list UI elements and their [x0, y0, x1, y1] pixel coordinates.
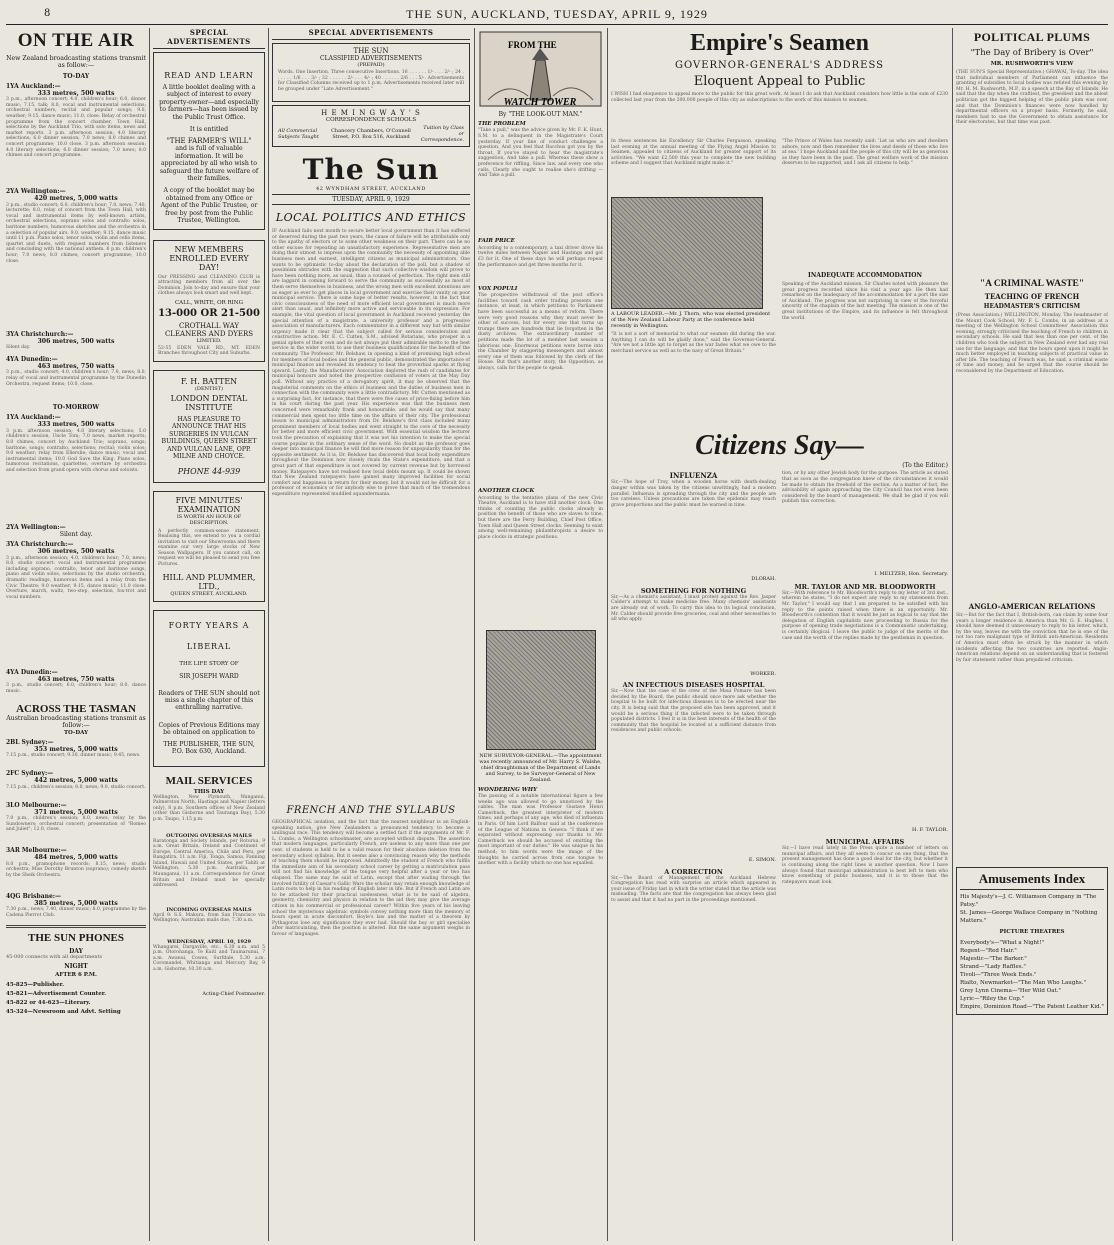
- another-clock-heading: ANOTHER CLOCK: [478, 488, 535, 495]
- page-number: 8: [44, 8, 51, 19]
- page-header: [0, 4, 1114, 24]
- station-name: 4QG Brisbane:—: [6, 892, 61, 900]
- wednesday-date: WEDNESDAY, APRIL 10, 1929: [167, 938, 251, 945]
- programme-text: 3 p.m., afternoon concert; 4.0, children's hour; 6.0, dinner music; 7.15, talk; 8.0, vocal and instrumental selections; orchestral numbers, recital and popular songs; 9.0, weather; 9.15, dance music; 11.0, close. Relay of orchestral programme from the concert chamber, Town Hall, selections by the Auckland Trio, with solo items, news and market reports. 3 p.m. afternoon session; 4.0 literary selections; 6.0 dinner session; 7.0 news; 8.0 chimes and concert programme; 10.0 close. 3 p.m. afternoon session; 4.0 literary selections; 6.0 dinner session; 7.0 news; 8.0 chimes and concert programme.: [6, 97, 146, 159]
- phone-line: 45-324—Newsroom and Advt. Setting: [6, 1008, 121, 1015]
- column-special-ads: SPECIAL ADVERTISEMENTS READ AND LEARN A little booklet dealing with a subject of interest to every property-owner—and especially to farmers—has been issued by the Public Trust Office. It is entitled "THE FARMER'S WILL" and is full of valuable information. It will be appreciated by all who wish to safeguard the future welfare of their families. A copy of the booklet may be obtained from any Office or Agent of the Public Trustee, or free by post from the Public Trustee, Wellington. NEW MEMBERS ENROLLED EVERY DAY! Our PRESSING and CLEANING CLUB is attracting members from all over the Dominion. Join to-day and ensure that your clothes always look smart and well kept. CALL, WRITE, OR RING 13-000 OR 21-500 CROTHALL WAY CLEANERS AND DYERS LIMITED. 53-55 EDEN VALE RD., MT. EDEN Branches throughout City and Suburbs. F. H. BATTEN (DENTIST) LONDON DENTAL INSTITUTE HAS PLEASURE TO ANNOUNCE THAT HIS SURGERIES IN VULCAN BUILDINGS, QUEEN STREET AND VULCAN LANE, OPP. MILNE AND CHOYCE. PHONE 44-939 FIVE MINUTES' EXAMINATION IS WORTH AN HOUR OF DESCRIPTION. A perfectly common-sense statement. Realising this, we extend to you a cordial invitation to visit our Showrooms and there examine our very large stocks of New Season Wallpapers. If you cannot call, on request we will be pleased to send you free Pictures. HILL AND PLUMMER, LTD., QUEEN STREET, AUCKLAND. FORTY YEARS A LIBERAL THE LIFE STORY OF SIR JOSEPH WARD Readers of THE SUN should not miss a single chapter of this enthralling narrative. Copies of Previous Editions may be obtained on application to THE PUBLISHER, THE SUN, P.O. Box 630, Auckland. MAIL SERVICES THIS DAY Wellington, New Plymouth, Wanganui, Palmerston North, Hastings and Napier (letters only), 8 p.m. Southern offices of New Zealand (other than Gisborne and Tauranga Bay), 5.30 p.m. Taupo, 1.15 p.m. OUTGOING OVERSEAS MAILS Raratonga and Society Islands, per Rotorua, 9 a.m. Great Britain, Ireland and Continent of Europe, Central America, Chile and Peru, per Rangatira, 11 a.m. Fiji, Tonga, Samoa, Fanning Island, Hawaii and United States, per Tahiti at Wellington, 5.30 p.m. Australia, per Maunganui, 11 a.m. Correspondence for Great Britain and Ireland must be specially addressed. INCOMING OVERSEAS MAILS April 9: S.S. Makura, from San Francisco via Wellington; Australian mails due, 7.30 a.m. WEDNESDAY, APRIL 10, 1929 Whangarei, Dargaville, etc., 6.30 a.m. and 5 p.m. Otorohanga, Te Kuiti and Taumarunui, 7 a.m. Awanui, Cowes, Surfdale, 5.30 a.m. Coromandel, Whitianga and Mercury Bay, 9 a.m. Gisborne, 10.30 a.m. Acting-Chief Postmaster.: [153, 28, 265, 997]
- crothall-ad: NEW MEMBERS ENROLLED EVERY DAY! Our PRESSING and CLEANING CLUB is attracting members from all over the Dominion. Join to-day and ensure that your clothes always look smart and well kept. CALL, WRITE, OR RING 13-000 OR 21-500 CROTHALL WAY CLEANERS AND DYERS LIMITED. 53-55 EDEN VALE RD., MT. EDEN Branches throughout City and Suburbs.: [153, 240, 265, 363]
- station-freq: 333 metres, 500 watts: [37, 89, 115, 97]
- tasman-intro: Australian broadcasting stations transmit as follow:—: [6, 715, 146, 730]
- correction-heading: A CORRECTION: [664, 867, 723, 876]
- sig-dlorah: DLORAH.: [751, 576, 776, 583]
- station-name: 3YA Christchurch:—: [6, 541, 74, 549]
- phones-after: AFTER 6 P.M.: [55, 971, 97, 978]
- special-ads-heading: SPECIAL ADVERTISEMENTS: [153, 28, 265, 49]
- hemingway-ad: [272, 105, 470, 147]
- hill-plummer-address: QUEEN STREET, AUCKLAND.: [170, 590, 248, 597]
- nameplate-date: TUESDAY, APRIL 9, 1929: [272, 194, 470, 205]
- station-name: 3AR Melbourne:—: [6, 847, 67, 855]
- hemingway-sub: CORRESPONDENCE SCHOOLS: [325, 117, 417, 123]
- farmers-will-body: and is full of valuable information. It will be appreciated by all who wish to safeguard the future welfare of their families.: [159, 145, 259, 183]
- station-freq: 333 metres, 500 watts: [37, 421, 115, 429]
- french-title: FRENCH AND THE SYLLABUS: [286, 805, 456, 816]
- masthead: THE SUN, AUCKLAND, TUESDAY, APRIL 9, 1929: [406, 7, 708, 21]
- surveyor-caption: NEW SURVEYOR-GENERAL.—The appointment was recently announced of Mr. Harry S. Walshe, chief draughtsman of the Department of Lands and Survey, to be Surveyor-General of New Zealand.: [479, 752, 602, 783]
- batten-phone: PHONE 44-939: [177, 466, 241, 476]
- anglo-heading: ANGLO-AMERICAN RELATIONS: [968, 602, 1096, 611]
- programme-text: 3 p.m., studio concert; 4.0, children's hour; 7.0, news; 8.0, relay of vocal and instrumental programme by the Dunedin Orchestra, request items; 10.0, close.: [6, 370, 146, 387]
- phone-line: 45-822 or 44-623—Literary.: [6, 999, 91, 1006]
- municipal-heading: MUNICIPAL AFFAIRS: [825, 838, 905, 847]
- phone-line: 45-825—Publisher.: [6, 981, 64, 988]
- amusement-item: Regent—"Red Hair.": [960, 948, 1017, 954]
- station-freq: 442 metres, 5,000 watts: [34, 777, 118, 785]
- sig-worker: WORKER.: [750, 670, 776, 677]
- station-freq: 420 metres, 5,000 watts: [34, 195, 118, 203]
- plums-speaker: MR. RUSHWORTH'S VIEW: [990, 61, 1074, 67]
- amusement-item: Everybody's—"What a Night!": [960, 940, 1044, 946]
- classified-sub: CLASSIFIED ADVERTISEMENTS: [320, 55, 422, 62]
- sig-meltzer: I. MELTZER, Hon. Secretary.: [874, 571, 948, 578]
- watch-tower-bottom-text: WATCH TOWER: [503, 97, 577, 108]
- plums-sub: "The Day of Bribery is Over": [970, 48, 1094, 58]
- today-heading: TO-DAY: [62, 72, 90, 80]
- taylor-heading: MR. TAYLOR AND MR. BLOODWORTH: [794, 582, 936, 591]
- phones-list: [6, 981, 146, 1017]
- empire-sub2: Eloquent Appeal to Public: [693, 74, 866, 89]
- influenza-heading: INFLUENZA: [669, 471, 718, 481]
- station-freq: 463 metres, 750 watts: [37, 675, 115, 683]
- column-watch-tower: FROM THE WATCH TOWER By "THE LOOK-OUT MAN." THE PROBLEM "Take a pull," was the advice given by Mr. F. K. Hunt, S.M. to a delinquent in the Magistrate's Court yesterday. If your line of conduct challenges a question, And you feel that Bacchus got you by the throat, If you've stayed to hear the magistrate's suggestion, And take a pull. Whereas these show a preference for riffling, Since law, and every one who calls, Clearly she ought to realise she's drifting — And Take a pull. FAIR PRICE According to a contemporary, a taxi driver drove his twelve miles between Napier and Hastings and got £3 for it. One of these days he will perhaps repeat the performance and get three months for it. VOX POPULI The prospective withdrawal of the post office's facilities toward cash order trading presents one instance, at least, in which petitions to Parliament have been successful as a means of reform. There were very good reasons why they must never be other of success, but for every one that turns up trumps there are hundreds that lie forgotten in the dusty archives. The extraordinary number of petitions made the lot of a member last session a laborious one. Enormous petitions were borne into the Chamber by staggering messengers and almost every one of them was followed by the clerk of the House. But that's another story, the Opposition, as always, calls for the people to speak. ANOTHER CLOCK According to the tentative plans of the new Civic Theatre, Auckland is to have still another clock. One thinks of counting the public clocks already in position the benefit of those who are slaves to time, but there are the Ferry Building, Chief Post Office, Town Hall and Queen Street clocks. Seeming to exist among well-remaining philanthropists a desire to place clocks in strategic positions. NEW SURVEYOR-GENERAL.—The appointment was recently announced of Mr. Harry S. Walshe, chief draughtsman of the Department of Lands and Survey, to be Surveyor-General of New Zealand. WONDERING WHY The passing of a notable international figure a few weeks ago was allowed to go unnoticed by the cables. The man was Professor Gustave Henri Camerbuck, the greatest interpreter of modern times, and perhaps of any age, who died of influenza in Paris. Of him Lord Balfour said at the conference of the League of Nations in Geneva: "I think if we separated without expressing our thanks to Mr. Camerbuck we should be accused of omitting the most important of our duties." He was unique in his method; to him words were the image of the thoughts he carried across from one tongue to another with a facility which no one has equalled.: [478, 28, 603, 1241]
- amusements-title: Amusements Index: [960, 871, 1104, 890]
- station-name: 3LO Melbourne:—: [6, 801, 67, 809]
- sun-phones-title: THE SUN PHONES: [28, 931, 124, 944]
- labour-caption: A LABOUR LEADER.—Mr. J. Thorn, who was elected president of the New Zealand Labour Party at the conference held recently in Wellington.: [611, 311, 771, 329]
- amusement-item: His Majesty's—J. C. Williamson Company in "The Patsy.": [960, 894, 1097, 908]
- ring-text: CALL, WRITE, OR RING: [174, 299, 244, 306]
- station-freq: 371 metres, 5,000 watts: [34, 808, 118, 816]
- batten-institute: LONDON DENTAL INSTITUTE: [170, 394, 248, 413]
- watch-tower-illustration: [478, 30, 603, 108]
- station-name: 2FC Sydney:—: [6, 770, 54, 778]
- criminal-title: "A CRIMINAL WASTE": [979, 279, 1085, 289]
- tasman-title: ACROSS THE TASMAN: [16, 703, 136, 716]
- station-name: 2YA Wellington:—: [6, 188, 66, 196]
- station-name: 1YA Auckland:—: [6, 82, 61, 90]
- amusement-item: Grey Lynn Cinema—"Her Wild Oat.": [960, 988, 1061, 994]
- hill-plummer-ad: FIVE MINUTES' EXAMINATION IS WORTH AN HOUR OF DESCRIPTION. A perfectly common-sense statement. Realising this, we extend to you a cordial invitation to visit our Showrooms and there examine our very large stocks of New Season Wallpapers. If you cannot call, on request we will be pleased to send you free Pictures. HILL AND PLUMMER, LTD., QUEEN STREET, AUCKLAND.: [153, 491, 265, 602]
- watch-tower-byline: By "THE LOOK-OUT MAN.": [498, 111, 583, 118]
- hemingway-left: All Commercial Subjects Taught: [278, 128, 319, 140]
- plums-title: POLITICAL PLUMS: [973, 30, 1091, 44]
- copies-note: Copies of Previous Editions may be obtained on application to: [158, 721, 260, 737]
- crothall-name: CROTHALL WAY CLEANERS AND DYERS: [164, 321, 254, 338]
- five-minutes-title: FIVE MINUTES' EXAMINATION: [175, 495, 243, 514]
- programme-text: 3 p.m., afternoon session; 4.0, children's hour; 7.0, news; 8.0, studio concert: vocal and instrumental programme including soprano, contralto, tenor and baritone songs, piano and violin solos, selections by the studio orchestra, dramatic readings, humorous items and a relay from the Civic Theatre; 9.0 weather; 9.15, dance music; 11.0 close. Overture, march, waltz, two-step, selection, fox-trot and vocal numbers.: [6, 555, 146, 600]
- hemingway-right: Tuition by Class or Correspondence.: [420, 125, 464, 143]
- hemingway-address: Chancery Chambers, O'Connell Street, P.O. Box 516, Auckland: [331, 128, 411, 140]
- problem-heading: THE PROBLEM: [478, 121, 526, 127]
- pictures-heading: PICTURE THEATRES: [999, 929, 1065, 935]
- headmaster-heading: HEADMASTER'S CRITICISM: [983, 303, 1081, 310]
- batten-role: (DENTIST): [194, 386, 223, 393]
- nameplate: [272, 153, 470, 205]
- amusement-item: St. James—George Wallace Company in "Nothing Matters.": [960, 910, 1098, 924]
- station-freq: 463 metres, 750 watts: [37, 363, 115, 371]
- crothall-phone: 13-000 OR 21-500: [158, 307, 260, 319]
- phones-night: NIGHT: [64, 962, 88, 970]
- editorial-text: IF Auckland fails next month to secure better local government than it has suffered or deserved during the past two years, the cause of failure will be attributable only to the apathy of electors or to some other weakness on their part. There can be no other excuse for repeating an unsatisfactory experience. Representative men are doing their utmost to impress upon the community the necessity of appointing able business men and earnest, intelligent citizens as municipal administrators. One wants to be optimistic to-day about the declaration of the poll, but a shadow of pessimism obtrudes with the suggestion that such collective wisdom will prove to have been nothing more, as usual, than a counsel of perfection. The right men still are laggard in coming forward to serve the community as successfully as most of them serve themselves in business, and the wrong men with excellent intentions are as eager as ever to get places in local government and exercise their vanity on poor municipal service. There is some hope of better results, however, in the fact that civic consciousness of the need of more efficient local government is much more alert than usual, and infinitely more active and serviceable in its expression. For example, the vital question of local government in Auckland received yesterday the special attention of a magistrate, a university professor and a progressive association of manufacturers. Each commentator in a different way but with similar urgency made it clear that the subject called for serious consideration and constructive action. Mr. E. C. Cutten, S.M., advised Rotarians, who prosper in a genial sphere of their own and do not always put their admirable motto to the best service in the wider world, to use their business qualifications for the benefit of the community. The Professor, Mr. Belshaw, in opening a kind of promising high school for members of local bodies and the general public, demonstrated the importance of municipal finance and revealed its tendency to beat the proverbial sparks at flying upward. Lastly, the Manufacturers' Association deplored the rush of candidates for municipal honours and noted the prospective confusion of voters at the May Day poll. Without any practice of a derogatory spirit, it may be observed that the magisterial comments on the ethics of business and the duties of business men in connection with the community were a little contradictory. Mr. Cutten mentioned as a surprising fact, for instance, that there were five cases of price-fixing before him in his court during the past year. His experience was that the business men concerned were remarkably frank and honourable, and he would say that many commercial men spent too little time on the affairs of their city. The professional lesson to municipal administrators from Dr. Belshaw's first class included many prominent members of local bodies and went straight to the core of the necessity for better and more efficient civic government. With essential wisdom the lecturer took the precaution of explaining that it was not his intention to make the special course popular in the ordinary sense of the word. No doubt as the professor goes deeper into municipal finance he will find more reason for unpopularity than for the opposite sentiment. As it is, Dr. Belshaw has discovered that local body expenditure throughout the Dominion now closely rivals the State's expenditure, and that a great part of that expenditure is not covered by current revenue but by borrowed money. Ratepayers have not realised how local debts mount up. It could be shown that New Zealand ratepayers have gained many improved facilities for social comfort and happiness in return for their money, but it would not be difficult for a professor of economics or for anybody else to prove that much of the tremendous expenditure represented muddled squandermania.: [272, 229, 470, 497]
- watch-tower-top-text: FROM THE: [508, 40, 557, 50]
- public-trust-ad: [153, 52, 265, 230]
- station-freq: 306 metres, 500 watts: [37, 337, 115, 345]
- station-freq: 353 metres, 5,000 watts: [34, 745, 118, 753]
- read-learn-body: A little booklet dealing with a subject of interest to every property-owner—and especially to farmers—has been issued by the Public Trust Office.: [159, 84, 259, 121]
- hill-plummer-name: HILL AND PLUMMER, LTD.,: [162, 572, 256, 591]
- amusement-item: Lyric—"Riley the Cop.": [960, 996, 1025, 1002]
- station-freq: Silent day.: [59, 530, 93, 538]
- vox-populi-heading: VOX POPULI: [478, 285, 518, 292]
- batten-ad: F. H. BATTEN (DENTIST) LONDON DENTAL INSTITUTE HAS PLEASURE TO ANNOUNCE THAT HIS SURGERIES IN VULCAN BUILDINGS, QUEEN STREET AND VULCAN LANE, OPP. MILNE AND CHOYCE. PHONE 44-939: [153, 370, 265, 482]
- editorial-title: LOCAL POLITICS AND ETHICS: [275, 211, 467, 224]
- programme-text: 3 p.m., studio concert; 6.0, children's hour; 8.0, dance music.: [6, 683, 146, 694]
- mail-this-day: THIS DAY: [193, 788, 225, 795]
- empire-sub: GOVERNOR-GENERAL'S ADDRESS: [674, 60, 885, 71]
- joseph-ward: SIR JOSEPH WARD: [179, 672, 239, 680]
- column-right: POLITICAL PLUMS "The Day of Bribery is Over" MR. RUSHWORTH'S VIEW (THE SUN'S Special Representative.) GHAWAI, To-day. The idea that individual members of Parliament can influence the granting of subsidies to local bodies was refuted this evening by Mr. H. M. Rushworth, M.P., in a speech at the Bay of Islands. He said that the day when the craftiest, the greediest and the ablest politician got the biggest helping of the public plum was over, and that the Dominion's finances were now handled by departmental officers on a proper basis. Formerly, he said, members had to sue the Government to obtain assistance for their electorates, but that time was past. "A CRIMINAL WASTE" TEACHING OF FRENCH HEADMASTER'S CRITICISM (Press Association.) WELLINGTON, Monday. The headmaster of the Mount Cook School, Mr. F. L. Combs, in an address at a meeting of the Wellington School Committees' Association this evening, strongly criticised the teaching of French to children in secondary schools. He said that less than one per cent. of the children who took the subject in New Zealand ever had any real use for the language, and that the hours spent upon it might be much better employed in teaching subjects of practical value in after life. The teaching of French was, he said, a criminal waste of time and money, and he urged that the course should be reconsidered by the Department of Education. ANGLO-AMERICAN RELATIONS Sir,—But for the fact that I, British-born, can claim by some four years a longer residence in America than Mr. G. E. Hughes, I should have deemed it unnecessary to reply to his letter, which, by the way, leaves me with the conviction that he is one of the not too rare malignant type of British anti-American. Residents of America must often be struck by the manner in which incidents affecting the two countries are reported. Anglo-American relations depend on an understanding that is fostered by fair statement rather than prejudiced criticism. Amusements Index His Majesty's—J. C. Williamson Company in "The Patsy." St. James—George Wallace Company in "Nothing Matters." PICTURE THEATRES Everybody's—"What a Night!" Regent—"Red Hair." Majestic—"The Barker." Strand—"Lady Raffles." Tivoli—"Three Week Ends." Rialto, Newmarket—"The Man Who Laughs." Grey Lynn Cinema—"Her Wild Oat." Lyric—"Riley the Cop." Empire, Dominion Road—"The Patent Leather Kid.": [956, 28, 1108, 1241]
- farmers-will-title: "THE FARMER'S WILL": [166, 137, 252, 146]
- station-name: 1YA Auckland:—: [6, 414, 61, 422]
- booklet-copy-text: A copy of the booklet may be obtained from any Office or Agent of the Public Trustee, or free by post from the Public Trustee, Wellington.: [160, 187, 258, 225]
- mail-services-title: MAIL SERVICES: [165, 774, 253, 787]
- column-on-the-air: ON THE AIR New Zealand broadcasting stations transmit as follow:— TO-DAY 1YA Auckland:— 333 metres, 500 watts 3 p.m., afternoon concert; 4.0, children's hour; 6.0, dinner music; 7.15, talk; 8.0, vocal and instrumental selections; orchestral numbers, recital and popular songs; 9.0, weather; 9.15, dance music; 11.0, close. Relay of orchestral programme from the concert chamber, Town Hall, selections by the Auckland Trio, with solo items, news and market reports. 3 p.m. afternoon session; 4.0 literary selections; 6.0 dinner session; 7.0 news; 8.0 chimes and concert programme; 10.0 close. 3 p.m. afternoon session; 4.0 literary selections; 6.0 dinner session; 7.0 news; 8.0 chimes and concert programme. 2YA Wellington:— 420 metres, 5,000 watts 3 p.m., studio concert; 6.0, children's hour; 7.0, news; 7.40, lecturette; 8.0, relay of concert from the Town Hall, with vocal and instrumental items by well-known artists, orchestral selections, soprano solos and contralto solos, baritone numbers, humorous sketches and the orchestra in a selection of popular airs. 9.0, weather; 9.15, dance music until 11 p.m. Piano solos, tenor solos, violin and cello items, quartet and duets, with request numbers from listeners and concluding with the national anthem. 6 p.m. children's hour; 7.0 news; 8.0 chimes; concert programme; 10.0 close. 3YA Christchurch:— 306 metres, 500 watts Silent day. 4YA Dunedin:— 463 metres, 750 watts 3 p.m., studio concert; 4.0, children's hour; 7.0, news; 8.0, relay of vocal and instrumental programme by the Dunedin Orchestra, request items; 10.0, close. TO-MORROW 1YA Auckland:— 333 metres, 500 watts 3 p.m. afternoon session; 4.0 literary selections; 5.0 children's session, Uncle Tom; 7.0 news, market reports; 8.0 chimes; concert by Auckland Trio; soprano, songs; baritone, songs; contralto, selections; recital; violin solos; 9.0 weather; relay from Ellerslie; dance music; vocal and instrumental items; 10.0 God Save the King. Piano solos, humorous recitations, quartettes, overture by orchestra and selection from grand opera with chorus and soloists. 2YA Wellington:— Silent day. 3YA Christchurch:— 306 metres, 500 watts 3 p.m., afternoon session; 4.0, children's hour; 7.0, news; 8.0, studio concert: vocal and instrumental programme including soprano, contralto, tenor and baritone songs, piano and violin solos, selections by the studio orchestra, dramatic readings, humorous items and a relay from the Civic Theatre; 9.0 weather; 9.15, dance music; 11.0 close. Overture, march, waltz, two-step, selection, fox-trot and vocal numbers. 4YA Dunedin:— 463 metres, 750 watts 3 p.m., studio concert; 6.0, children's hour; 8.0, dance music. ACROSS THE TASMAN Australian broadcasting stations transmit as follow:— TO-DAY 2BL Sydney:— 353 metres, 5,000 watts 7.15 p.m., studio concert; 9.30, dinner music; 9.45, news. 2FC Sydney:— 442 metres, 5,000 watts 7.15 p.m., children's session; 8.0, news; 9.0, studio concert. 3LO Melbourne:— 371 metres, 5,000 watts 7.0 p.m., children's session; 8.0, news; relay by the Sundowners; orchestral concert; presentation of "Romeo and Juliet"; 12.0, close. 3AR Melbourne:— 484 metres, 5,000 watts 8.0 p.m., gramophone records; 8.15, news; studio orchestra; Miss Dorothy Brunton (soprano); comedy sketch by the Sheik Orchestra. 4QG Brisbane:— 385 metres, 5,000 watts 7.30 p.m., news; 7.40, dinner music; 8.0, programme by the Cadena Pierrot Club. THE SUN PHONES DAY 45-000 connects with all departments NIGHT AFTER 6 P.M. 45-825—Publisher. 45-821—Advertisement Counter. 45-822 or 44-623—Literary. 45-324—Newsroom and Advt. Setting: [6, 30, 146, 1015]
- phones-day: DAY: [69, 947, 83, 955]
- column-center: Empire's Seamen GOVERNOR-GENERAL'S ADDRESS Eloquent Appeal to Public I WISH I had eloquence to appeal more to the public for this great work. At least I do ask that Auckland considers how little is the sum of £230 collected last year from the 200,000 people of this city as subscriptions to the work of this mission to seamen. In these sentences his Excellency Sir Charles Fergusson, speaking last evening at the annual meeting of the Flying Angel Mission to Seamen, appealed to citizens of Auckland for greater support of its activities. "We want £2,500 this year to complete the new building scheme and I suggest that Auckland might make it." A LABOUR LEADER.—Mr. J. Thorn, who was elected president of the New Zealand Labour Party at the conference held recently in Wellington. "It is not a sort of memorial to what our seamen did during the war. Anything I can do will be gladly done," said the Governor-General. "Are we not a little apt to forget as the war fades what we owe to the merchant service as well as to the navy of Great Britain." "The Prince of Wales has recently said: 'Let us who are and dwellers ashore, now and then remember the lives and deeds of those who live at sea.' I hope Auckland and the people of this city will be as generous as they have been in the past. The great welfare work of the mission deserves to be supported, and I ask all citizens to help." INADEQUATE ACCOMMODATION Speaking of the Auckland mission, Sir Charles noted with pleasure the great progress recorded since his visit a year ago. He then had remarked on the inadequacy of the accommodation for a port the size of Auckland. The progress was not surprising in view of the forceful sincerity of the chaplain of the last meeting. The mission is one of the great institutions of the Empire, and its influence is felt throughout the world. Citizens Say— (To the Editor.) INFLUENZA Sir,—The hope of Troy, when a wooden horse with death-dealing danger within was taken by the citizens unwittingly, had a modern parallel. Influenza is spreading through the city and the people are too careless. Unless precautions are taken the epidemic may reach grave proportions and the public must be warned in time. DLORAH. SOMETHING FOR NOTHING Sir,—As a chemist's assistant, I must protest against the Rev. Jasper Calder's attempt to make medicine free. Many chemists' assistants are already out of work. To carry this idea to its logical conclusion, Mr. Calder should provide free groceries, coal and other necessities to all who apply. WORKER. AN INFECTIOUS DISEASES HOSPITAL Sir,—Now that the case of the crew of the Maui Pomare has been decided by the Board, the public should once more ask whether the hospital to be built for infectious diseases is to be erected near the city. It is being said that the proposed site has been approved, and it would be a serious thing if the infected were to be taken through populated districts. I feel it is in the best interests of the health of the community that the hospital be located at a sufficient distance from residences and public schools. E. SIMON. A CORRECTION Sir,—The Board of Management of the Auckland Hebrew Congregation has read with surprise an article which appeared in your issue of Friday last in which the writer stated that the article was misleading. The facts are that the congregation has always been glad to assist and that it had no part in the proceedings mentioned. tion, or by any other Jewish body for the purpose. The article as stated that as soon as the congregation knew of the circumstances it would be made to obtain the freehold of the section. As a matter of fact, the advisability of again approaching the City Council has not even been considered by the board of management. We shall be glad if you will publish this correction. I. MELTZER, Hon. Secretary. MR. TAYLOR AND MR. BLOODWORTH Sir,—With reference to Mr. Bloodworth's reply to my letter of 3rd inst., wherein he states, "I do not expect any reply to my statements from Mr. Taylor," I would say that I am prepared to be satisfied with his reply to the points raised when there is an opportunity. Mr. Bloodworth's contention that it would be just as logical to say that the delegation of English capitalists now proceeding to Russia for the purpose of opening trade negotiations is a Communistic undertaking, is certainly illogical. I leave the public to judge of the merits of the case and the worth of the replies made by the gentleman in question. H. F. TAYLOR. MUNICIPAL AFFAIRS Sir,—I have read lately in the Press quite a number of letters on municipal affairs, and they all seem to concur on one thing, that the present management has done a good deal for the city, but whether it is continuing along the right lines is another question. Now I have always found that municipal administration is best left to men who know something of public business, and it is to those that the ratepayers must look.: [611, 30, 948, 903]
- wondering-heading: WONDERING WHY: [478, 786, 538, 793]
- nameplate-title: The Sun: [302, 153, 440, 186]
- station-name: 2YA Wellington:—: [6, 523, 66, 531]
- citizens-title: Citizens Say—: [695, 430, 864, 461]
- surveyor-photo: [486, 630, 596, 750]
- programme-text: 3 p.m. afternoon session; 4.0 literary selections; 5.0 children's session, Uncle Tom; 7.0 news, market reports; 8.0 chimes; concert by Auckland Trio; soprano, songs; baritone, songs; contralto, selections; recital; violin solos; 9.0 weather; relay from Ellerslie; dance music; vocal and instrumental items; 10.0 God Save the King. Piano solos, humorous recitations, quartettes, overture by orchestra and selection from grand opera with chorus and soloists.: [6, 428, 146, 473]
- forty-years-ad: [153, 610, 265, 767]
- to-editor: (To the Editor.): [902, 462, 948, 469]
- inadequate-heading: INADEQUATE ACCOMMODATION: [808, 272, 922, 279]
- column-editorial: [272, 28, 470, 1241]
- members-title: NEW MEMBERS ENROLLED EVERY DAY!: [169, 244, 249, 272]
- something-heading: SOMETHING FOR NOTHING: [640, 586, 747, 595]
- on-the-air-title: ON THE AIR: [17, 30, 135, 51]
- liberal: LIBERAL: [186, 641, 232, 651]
- amusement-item: Majestic—"The Barker.": [960, 956, 1027, 962]
- phone-line: 45-821—Advertisement Counter.: [6, 990, 107, 997]
- amusements-box: [956, 867, 1108, 1015]
- station-freq: 306 metres, 500 watts: [37, 548, 115, 556]
- special-ads-heading-2: SPECIAL ADVERTISEMENTS: [272, 28, 470, 40]
- amusements-list: [960, 893, 1104, 1011]
- sig-taylor: H. F. TAYLOR.: [912, 826, 948, 833]
- station-name: 4YA Dunedin:—: [6, 668, 58, 676]
- amusement-item: Empire, Dominion Road—"The Patent Leather Kid.": [960, 1004, 1104, 1010]
- hemingway-title: H E M I N G W A Y ' S: [321, 109, 421, 117]
- life-story: THE LIFE STORY OF: [179, 660, 239, 667]
- batten-name: F. H. BATTEN: [180, 377, 238, 387]
- nameplate-address: 42 WYNDHAM STREET, AUCKLAND: [316, 186, 426, 192]
- entitled-text: It is entitled: [189, 126, 229, 134]
- station-name: 3YA Christchurch:—: [6, 330, 74, 338]
- crothall-limited: LIMITED.: [196, 337, 222, 344]
- teaching-heading: TEACHING OF FRENCH: [984, 292, 1080, 301]
- classified-box: THE SUN CLASSIFIED ADVERTISEMENTS (PREPAID) Words. One Insertion. Three consecutive Insertions. 16 . . . . . . 1/- . . . 2/- ; 24 . . . . . . 1/6 . . . 3/- ; 32 . . . . . . 2/- . . . 4/- ; 40 . . . . . . 2/6 . . . 5/-. Advertisements for Classified Columns received up to 1 p.m. Advertisements received later will be grouped under "Late Advertisement.": [272, 43, 470, 102]
- fair-price-heading: FAIR PRICE: [478, 238, 515, 245]
- publisher-address: THE PUBLISHER, THE SUN, P.O. Box 630, Auckland.: [163, 740, 255, 756]
- amusement-item: Strand—"Lady Raffles.": [960, 964, 1026, 970]
- classified-title: THE SUN: [353, 47, 389, 55]
- empire-title: Empire's Seamen: [690, 30, 869, 56]
- programme-text: 3 p.m., studio concert; 6.0, children's hour; 7.0, news; 7.40, lecturette; 8.0, relay of concert from the Town Hall, with vocal and instrumental items by well-known artists, orchestral selections, soprano solos and contralto solos, baritone numbers, humorous sketches and the orchestra in a selection of popular airs. 9.0, weather; 9.15, dance music until 11 p.m. Piano solos, tenor solos, violin and cello items, quartet and duets, with request numbers from listeners and concluding with the national anthem. 6 p.m. children's hour; 7.0 news; 8.0 chimes; concert programme; 10.0 close.: [6, 202, 146, 264]
- forty-years: FORTY YEARS A: [168, 620, 250, 630]
- tomorrow-heading: TO-MORROW: [52, 404, 100, 412]
- incoming-mails: INCOMING OVERSEAS MAILS: [166, 906, 252, 913]
- amusement-item: Rialto, Newmarket—"The Man Who Laughs.": [960, 980, 1086, 986]
- station-name: 4YA Dunedin:—: [6, 356, 58, 364]
- sig-simon: E. SIMON.: [748, 857, 776, 864]
- header-rule: [6, 24, 1108, 25]
- on-the-air-intro: New Zealand broadcasting stations transmit as follow:—: [6, 55, 146, 70]
- five-minutes-sub: IS WORTH AN HOUR OF DESCRIPTION.: [176, 513, 242, 526]
- station-freq: 385 metres, 5,000 watts: [34, 899, 118, 907]
- read-learn-title: READ AND LEARN: [164, 71, 254, 80]
- station-freq: 484 metres, 5,000 watts: [34, 854, 118, 862]
- readers-note: Readers of THE SUN should not miss a single chapter of this enthralling narrative.: [158, 689, 260, 712]
- labour-leader-photo: [611, 197, 763, 309]
- french-text: GEOGRAPHICAL isolation, and the fact that the nearest neighbour is an English-speaking nation, give New Zealanders a pronounced tendency to become a unilingual race. This tendency will become a settled fact if the arguments of Mr. F. L. Combs, a Wellington schoolmaster, are accepted without dispute. The assertion that modern languages, particularly French, are useless to any more than one per cent. of students is held to be a valid reason for their absolute deletion from the secondary school syllabus. But it seems also a convincing reason why the methods of teaching them should be improved. Admittedly the student of French who fulfils the immediate aim of his secondary school career by getting a matriculation pass will not find his knowledge of the tongue very helpful after a year or two has elapsed. The same may be said of Latin, except that after wading through the involved futility of Caesar's Gallic Wars the scholar may retain enough knowledge of Latin roots to help in his reading of English later in life. But if French and Latin are to be attacked for their practical uselessness, what is to be said of algebra, geometry, chemistry and physics in relation to the aid they may give the average citizen in his commercial or professional career? Within five years of his leaving school the mysterious algebraic symbols convey nothing more than the memory of hours spent in acute discomfort. Boyle's law and the matter of a theorem by Pythagoras lose any significance they ever had. Should the boy or girl specialise after matriculating, then the position is altered. But the same argument weighs in favour of languages.: [272, 820, 470, 937]
- classified-prepaid: (PREPAID): [357, 62, 385, 68]
- postmaster: Acting-Chief Postmaster.: [202, 990, 265, 997]
- infectious-heading: AN INFECTIOUS DISEASES HOSPITAL: [622, 681, 765, 690]
- outgoing-mails: OUTGOING OVERSEAS MAILS: [166, 832, 252, 839]
- station-name: 2BL Sydney:—: [6, 738, 54, 746]
- amusement-item: Tivoli—"Three Week Ends.": [960, 972, 1037, 978]
